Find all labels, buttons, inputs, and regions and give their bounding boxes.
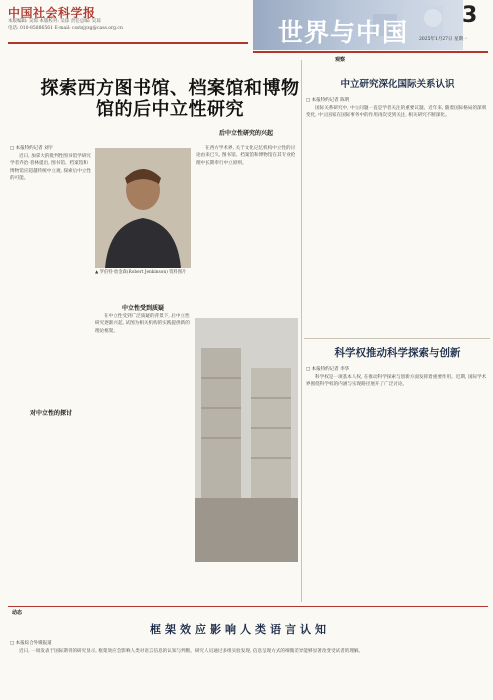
- bottom-paragraph: 近日, 一项发表于国际期刊的研究显示, 框架效应会影响人类对语言信息的认知与判断。研究人员通过多组实验发现, 信息呈现方式的细微差异能够显著改变受试者的理解。: [19, 649, 364, 654]
- right-top-author: □ 本报特约记者 陈明: [306, 98, 350, 103]
- masthead-info-line1: 本版编辑: 吴琼 本版校对: 吴琼 责任总编: 吴琼: [8, 19, 101, 24]
- main-author: □ 本报特约记者 刘宇: [10, 146, 54, 151]
- subhead-1: 对中立性的探讨: [29, 410, 72, 417]
- masthead-rule: [8, 42, 248, 44]
- main-headline: 探索西方图书馆、档案馆和博物馆的后中立性研究: [40, 78, 300, 121]
- bottom-headline: 框架效应影响人类语言认知: [150, 623, 330, 636]
- section-title: 世界与中国: [278, 18, 409, 47]
- main-col-1: [10, 153, 92, 403]
- column-divider: [301, 60, 302, 602]
- portrait-caption: ▲ 罗伯特·詹金森(Robert Jenkinson) 资料图片: [95, 270, 187, 275]
- right-top-headline: 中立研究深化国际关系认识: [340, 79, 455, 90]
- portrait-photo: [95, 148, 191, 268]
- newspaper-logo: 中国社会科学报: [8, 6, 96, 20]
- bottom-rule: [8, 606, 488, 607]
- bottom-author: □ 本报综合外媒报道: [10, 641, 52, 646]
- masthead-info: [8, 19, 238, 33]
- main-col-2: [196, 145, 296, 270]
- subhead-3: 后中立性研究的兴起: [218, 130, 273, 137]
- issue-date: 2025年1月27日 星期一: [419, 37, 468, 42]
- library-image: [195, 318, 298, 562]
- main-col-3: [95, 285, 191, 565]
- main-col1-paragraph: 近日, 加拿大的批判性图书馆学研究学者乔治·普林提出, 图书馆、档案馆和博物馆应超越传统中立观, 探索后中立性的可能。: [10, 154, 92, 182]
- page-number: 3: [462, 3, 478, 28]
- right-top-tag: 观察: [335, 57, 346, 63]
- right-mid-headline: 科学权推动科学探索与创新: [334, 347, 461, 359]
- right-divider: [304, 338, 490, 339]
- library-photo: [195, 318, 298, 562]
- main-col3-paragraph: 在中立性受到广泛质疑的背景下, 后中立性研究逐渐兴起, 试图为相关机构的实践提供新的理论框架。: [95, 314, 190, 334]
- subhead-2: 中立性受到质疑: [121, 305, 164, 312]
- right-mid-paragraph: 科学权是一项基本人权, 在推动科学探索与创新方面发挥着重要作用。近期, 国际学术界围绕科学权的内涵与实现路径展开了广泛讨论。: [306, 375, 487, 388]
- masthead-info-line2: 电话: 010-85886561 E-mail: csstsjyzg@cass.org.cn: [8, 25, 123, 31]
- portrait-image: [95, 148, 191, 268]
- bottom-body: [10, 648, 486, 696]
- right-top-body: [306, 105, 488, 330]
- right-top-paragraph: 国际关系研究中, 中立问题一直是学者关注的重要议题。近年来, 随着国际格局的深刻变化, 中立国家在国际事务中的作用再次受到关注, 相关研究不断深化。: [306, 106, 487, 119]
- right-mid-body: [306, 374, 488, 599]
- section-rule: [253, 51, 488, 53]
- right-mid-author: □ 本报特约记者 李华: [306, 367, 350, 372]
- bottom-tag: 动态: [12, 610, 23, 616]
- main-col2-paragraph: 在西方学术界, 关于文化记忆机构中立性的讨论由来已久, 图书馆、档案馆和博物馆在其专业伦理中长期奉行中立原则。: [196, 146, 296, 166]
